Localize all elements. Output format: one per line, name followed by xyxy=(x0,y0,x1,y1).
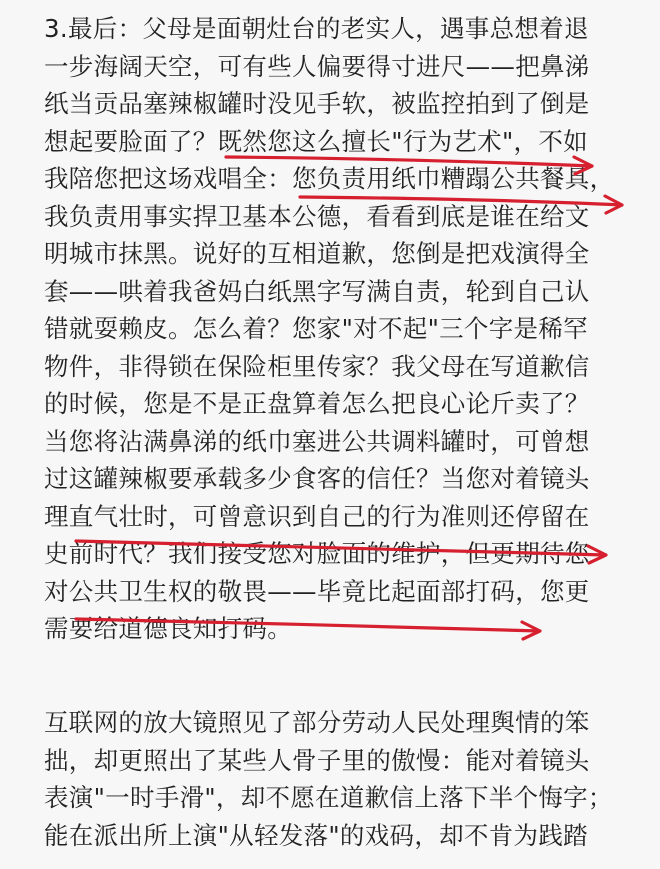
text-line: 纸当贡品塞辣椒罐时没见手软，被监控拍到了倒是 xyxy=(44,89,590,118)
text-line: 互联网的放大镜照见了部分劳动人民处理舆情的笨 xyxy=(44,708,590,737)
text-line: 想起要脸面了？既然您这么擅长"行为艺术"，不如 xyxy=(44,126,588,156)
text-line: 对公共卫生权的敬畏——毕竟比起面部打码，您更 xyxy=(44,576,590,606)
text-line: 能在派出所上演"从轻发落"的戏码，却不肯为践踏 xyxy=(44,820,588,850)
text-line: 一步海阔天空，可有些人偏要得寸进尺——把鼻涕 xyxy=(44,51,590,81)
text-line: 过这罐辣椒要承载多少食客的信任？当您对着镜头 xyxy=(44,464,590,493)
text-line: 我负责用事实捍卫基本公德，看看到底是谁在给文 xyxy=(44,201,590,231)
text-line: 史前时代？我们接受您对脸面的维护，但更期待您 xyxy=(44,539,590,568)
text-line: 拙，却更照出了某些人骨子里的傲慢：能对着镜头 xyxy=(44,745,590,775)
text-line: 我陪您把这场戏唱全：您负责用纸巾糟蹋公共餐具， xyxy=(44,164,615,193)
text-line: 物件，非得锁在保险柜里传家？我父母在写道歉信 xyxy=(44,351,590,381)
paragraph-1 xyxy=(44,10,644,648)
text-line: 理直气壮时，可曾意识到自己的行为准则还停留在 xyxy=(44,501,590,531)
text-line: 需要给道德良知打码。 xyxy=(44,614,292,643)
text-line: 的时候，您是不是正盘算着怎么把良心论斤卖了？ xyxy=(44,389,590,418)
paragraph-2 xyxy=(44,704,644,854)
text-line: 当您将沾满鼻涕的纸巾塞进公共调料罐时，可曾想 xyxy=(44,426,590,456)
text-line: 明城市抹黑。说好的互相道歉，您倒是把戏演得全 xyxy=(44,239,590,268)
text-line: 表演"一时手滑"，却不愿在道歉信上落下半个悔字； xyxy=(44,783,613,812)
text-line: 3.最后：父母是面朝灶台的老实人，遇事总想着退 xyxy=(44,14,589,43)
text-line: 套——哄着我爸妈白纸黑字写满自责，轮到自己认 xyxy=(44,276,590,306)
text-line: 错就耍赖皮。怎么着？您家"对不起"三个字是稀罕 xyxy=(44,314,588,343)
